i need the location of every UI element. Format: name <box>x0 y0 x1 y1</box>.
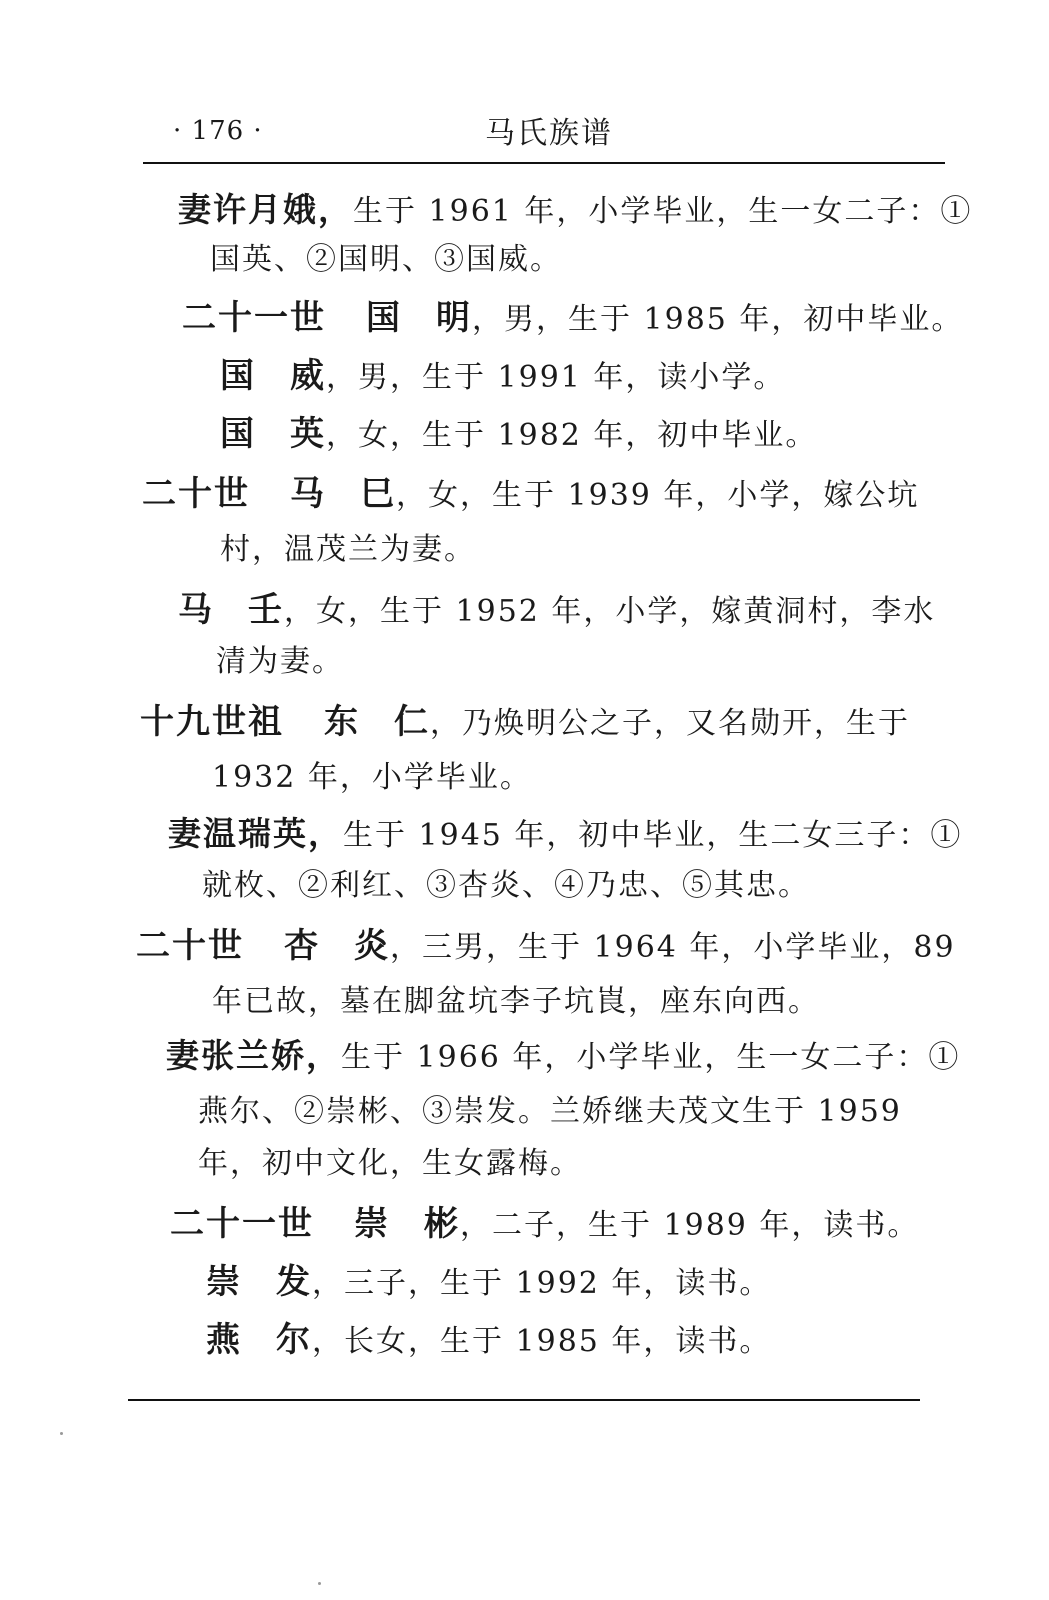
entry-head: 妻许月娥， <box>178 190 353 229</box>
entry-text: 年，初中文化，生女露梅。 <box>198 1146 582 1181</box>
page-number: · 176 · <box>173 116 263 146</box>
genealogy-line <box>170 1204 919 1246</box>
entry-text: 清为妻。 <box>216 644 344 679</box>
header-rule <box>143 162 945 164</box>
genealogy-line <box>220 530 476 570</box>
genealogy-line <box>212 982 820 1022</box>
page-header <box>145 108 943 152</box>
entry-text: ，女，生于 1982 年，初中毕业。 <box>326 418 818 453</box>
entry-text: ，女，生于 1952 年，小学，嫁黄洞村，李水 <box>284 594 936 629</box>
genealogy-line <box>212 758 532 798</box>
entry-head: 妻温瑞英， <box>168 814 343 853</box>
entry-text: ，男，生于 1991 年，读小学。 <box>326 360 786 395</box>
person-name-first: 马 <box>178 590 248 630</box>
genealogy-line <box>140 702 910 744</box>
person-name-first: 国 <box>220 414 290 454</box>
person-name-last: 巳 <box>360 474 396 514</box>
entry-text: ，长女，生于 1985 年，读书。 <box>312 1324 772 1359</box>
entry-text: ，男，生于 1985 年，初中毕业。 <box>472 302 964 337</box>
scan-speck <box>318 1582 321 1585</box>
person-name-first: 马 <box>290 474 360 514</box>
entry-text: ，三男，生于 1964 年，小学毕业，89 <box>390 930 956 965</box>
person-name-last: 炎 <box>354 926 390 966</box>
entry-text: ，女，生于 1939 年，小学，嫁公坑 <box>396 478 920 513</box>
genealogy-line <box>202 866 810 906</box>
footer-rule <box>128 1399 920 1401</box>
entry-text: 1932 年，小学毕业。 <box>212 760 532 795</box>
scan-speck <box>60 1432 63 1435</box>
person-name-last: 发 <box>276 1262 312 1302</box>
genealogy-line <box>178 190 972 232</box>
generation-label: 二十世 <box>142 474 250 514</box>
entry-head: 妻张兰娇， <box>166 1036 341 1075</box>
genealogy-line <box>168 814 962 856</box>
entry-text: 国英、②国明、③国威。 <box>210 242 562 277</box>
entry-text: 生于 1966 年，小学毕业，生一女二子：① <box>341 1040 961 1075</box>
person-name-last: 彬 <box>424 1204 460 1244</box>
person-name-last: 英 <box>290 414 326 454</box>
generation-label: 二十世 <box>136 926 244 966</box>
person-name-last: 尔 <box>276 1320 312 1360</box>
person-name-last: 明 <box>436 298 472 338</box>
entry-text: 年已故，墓在脚盆坑李子坑崀，座东向西。 <box>212 984 820 1019</box>
running-title: 马氏族谱 <box>485 116 613 151</box>
entry-text: 生于 1961 年，小学毕业，生一女二子：① <box>353 194 973 229</box>
genealogy-line <box>220 414 817 456</box>
entry-text: ，二子，生于 1989 年，读书。 <box>460 1208 920 1243</box>
entry-text: ，三子，生于 1992 年，读书。 <box>312 1266 772 1301</box>
genealogy-line <box>220 356 785 398</box>
generation-label: 二十一世 <box>170 1204 314 1244</box>
entry-text: ，乃焕明公之子，又名勋开，生于 <box>430 706 910 741</box>
genealogy-line <box>182 298 963 340</box>
generation-label: 十九世祖 <box>140 702 284 742</box>
person-name-first: 东 <box>324 702 394 742</box>
genealogy-line <box>136 926 956 968</box>
genealogy-line <box>210 240 562 280</box>
genealogy-line <box>198 1144 582 1184</box>
genealogy-line <box>216 642 344 682</box>
genealogy-line <box>166 1036 960 1078</box>
entry-text: 就枚、②利红、③杏炎、④乃忠、⑤其忠。 <box>202 868 810 903</box>
genealogy-line <box>142 474 919 516</box>
person-name-first: 崇 <box>206 1262 276 1302</box>
generation-label: 二十一世 <box>182 298 326 338</box>
genealogy-line <box>198 1092 902 1132</box>
person-name-last: 仁 <box>394 702 430 742</box>
person-name-last: 威 <box>290 356 326 396</box>
person-name-first: 崇 <box>354 1204 424 1244</box>
entry-text: 燕尔、②崇彬、③崇发。兰娇继夫茂文生于 1959 <box>198 1094 902 1129</box>
person-name-first: 燕 <box>206 1320 276 1360</box>
person-name-first: 国 <box>366 298 436 338</box>
genealogy-line <box>206 1262 771 1304</box>
genealogy-line <box>178 590 935 632</box>
person-name-first: 国 <box>220 356 290 396</box>
person-name-last: 壬 <box>248 590 284 630</box>
person-name-first: 杏 <box>284 926 354 966</box>
entry-text: 村，温茂兰为妻。 <box>220 532 476 567</box>
genealogy-line <box>206 1320 771 1362</box>
entry-text: 生于 1945 年，初中毕业，生二女三子：① <box>343 818 963 853</box>
